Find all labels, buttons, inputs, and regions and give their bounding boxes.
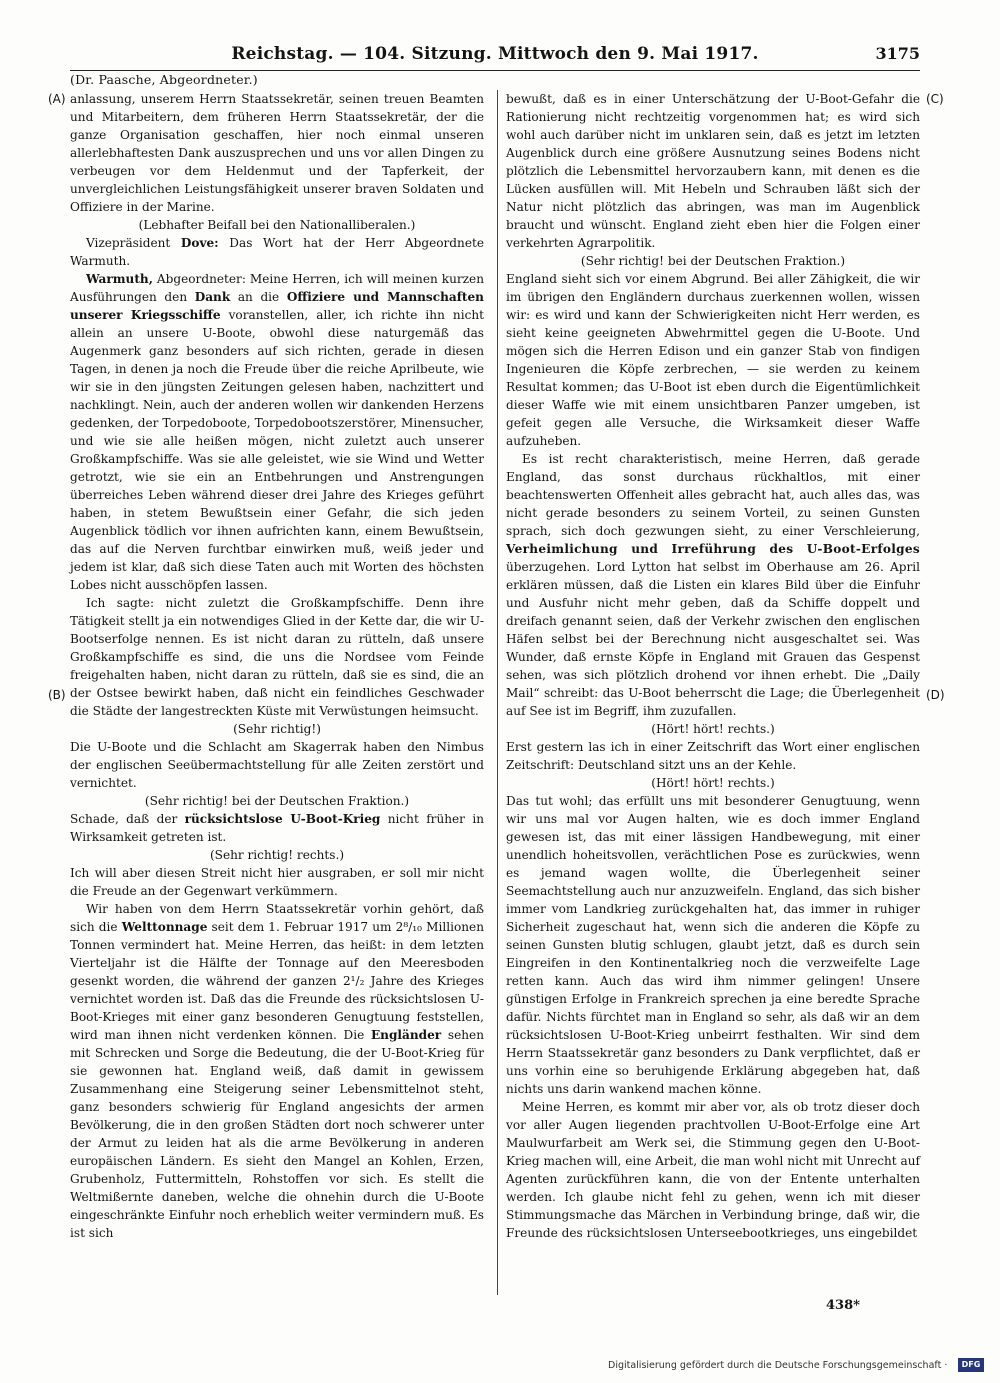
page-header [70,44,920,71]
left-column [70,90,484,1242]
margin-marker-c: (C) [926,92,944,106]
sheet-number: 438* [826,1298,860,1313]
paragraph: Schade, daß der rücksichtslose U-Boot-Krieg nicht früher in Wirksamkeit getreten ist. [70,812,484,844]
audience-reaction: (Sehr richtig! bei der Deutschen Fraktion.) [144,794,410,808]
paragraph: Warmuth, Abgeordneter: Meine Herren, ich will meinen kurzen Ausführungen den Dank an die Offiziere und Mannschaften unserer Kriegsschiffe voranstellen, aller, ich richte ihn nicht allein an unsere U-Boote, obwohl diese naturgemäß das Augenmerk ganz besonders auf sich richten, gerade in diesen Tagen, in denen ja noch die Freude über die reiche Aprilbeute, wie wir sie in den jüngsten Zeitungen gelesen haben, nachzittert und nachklingt. Nein, auch der anderen wollen wir dankenden Herzens gedenken, der Torpedoboote, Torpedobootszerstörer, Minensucher, und wie sie alle heißen mögen, nicht zuletzt auch unserer Großkampfschiffe. Was sie alle geleistet, wie sie Wind und Wetter getrotzt, wie sie ein an Entbehrungen und Anstrengungen überreiches Leben während dieser drei Jahre des Krieges geführt haben, in stetem Bewußtsein einer Gefahr, die sich jeden Augenblick tödlich vor ihnen aufrichten kann, einem Bewußtsein, das auf die Nerven furchtbar einwirken muß, weiß jeder und jedem ist klar, daß sich diese Taten auch mit Worten des höchsten Lobes nicht ausschöpfen lassen. [70,272,484,592]
paragraph: Die U-Boote und die Schlacht am Skagerrak haben den Nimbus der englischen Seeübermachtstellung für alle Zeiten zerstört und vernichtet. [70,740,484,790]
paragraph: Erst gestern las ich in einer Zeitschrift das Wort einer englischen Zeitschrift: Deutschland sitzt uns an der Kehle. [506,740,920,772]
paragraph: bewußt, daß es in einer Unterschätzung der U-Boot-Gefahr die Rationierung nicht rechtzeitig vorgenommen hat; es wird sich wohl auch darüber nicht im unklaren sein, daß es jetzt im letzten Augenblick durch eine größere Ausnutzung seines Bodens nicht plötzlich die Lebensmittel hervorzaubern kann, mit denen es die Lücken ausfüllen will. Mit Hebeln und Schrauben läßt sich der Natur nicht plötzlich das abringen, was man im Augenblick braucht und wünscht. England zieht eben hier die Folgen einer verkehrten Agrarpolitik. [506,92,920,250]
audience-reaction: (Sehr richtig!) [233,722,321,736]
audience-reaction: (Sehr richtig! rechts.) [209,848,345,862]
page-number: 3175 [875,44,920,63]
margin-marker-a: (A) [48,92,66,106]
audience-reaction: (Hört! hört! rechts.) [651,776,775,790]
audience-reaction: (Sehr richtig! bei der Deutschen Fraktion.) [580,254,846,268]
column-divider [497,90,498,1295]
paragraph: Es ist recht charakteristisch, meine Herren, daß gerade England, das sonst durchaus rückhaltlos, mit einer beachtenswerten Offenheit alles gebracht hat, auch alles das, was nicht gerade besonders zu seinem Vorteil, zu seinen Gunsten sprach, sich doch gezwungen sieht, zu einer Verschleierung, Verheimlichung und Irreführung des U-Boot-Erfolges überzugehen. Lord Lytton hat selbst im Oberhause am 26. April erklären müssen, daß die Listen ein klares Bild über die Einfuhr und Ausfuhr nicht mehr geben, daß da Schiffe doppelt und dreifach genannt seien, daß der Verkehr zwischen den englischen Häfen selbst bei der Berechnung nicht ausgeschaltet sei. Was Wunder, daß ernste Köpfe in England mit Grauen das Gespenst sehen, was sich plötzlich drohend vor ihnen erhebt. Die „Daily Mail“ schreibt: das U-Boot beherrscht die Lage; die Überlegenheit auf See ist im Begriff, ihm zuzufallen. [506,452,920,718]
right-column [506,90,920,1242]
speaker-name: Warmuth, [86,272,153,286]
paragraph: Wir haben von dem Herrn Staatssekretär vorhin gehört, daß sich die Welttonnage seit dem 1. Februar 1917 um 2⁸/₁₀ Millionen Tonnen vermindert hat. Meine Herren, das heißt: in dem letzten Vierteljahr ist die Hälfte der Tonnage auf den Meeresboden gesenkt worden, die während der ganzen 2¹/₂ Jahre des Krieges vernichtet worden ist. Daß das die Freunde des rücksichtslosen U-Boot-Krieges mit einer ganz besonderen Genugtuung feststellen, wird man ihnen nicht verdenken können. Die Engländer sehen mit Schrecken und Sorge die Bedeutung, die der U-Boot-Krieg für sie gewonnen hat. England weiß, daß damit in gewissem Zusammenhang eine Steigerung seiner Lebensmittelnot steht, ganz besonders schwierig für England angesichts der armen Bevölkerung, die in den großen Städten dort noch schwerer unter der Armut zu leiden hat als die arme Bevölkerung in anderen europäischen Ländern. Es sieht den Mangel an Kohlen, Erzen, Grubenholz, Futtermitteln, Rohstoffen vor sich. Es stellt die Weltmißernte daneben, welche die ohnehin durch die U-Boote eingeschränkte Einfuhr noch erheblich weiter vermindern muß. Es ist sich [70,902,484,1240]
dfg-logo: DFG [958,1358,984,1372]
audience-reaction: (Lebhafter Beifall bei den Nationalliberalen.) [138,218,416,232]
digitization-credit: Digitalisierung gefördert durch die Deutsche Forschungsgemeinschaft · [608,1360,948,1371]
paragraph: England sieht sich vor einem Abgrund. Bei aller Zähigkeit, die wir im übrigen den Engländern durchaus zuerkennen wollen, wissen wir: es wird und kann der Schwierigkeiten nicht Herr werden, es sieht keine geeigneten Abwehrmittel gegen die U-Boote. Und mögen sich die Herren Edison und ein ganzer Stab von findigen Ingenieuren die Köpfe zerbrechen, — sie werden zu keinem Resultat kommen; das U-Boot ist eben durch die Eigentümlichkeit dieser Waffe wie mit einem unsichtbaren Panzer umgeben, ist gefeit gegen alle Versuche, die Wirksamkeit dieser Waffe aufzuheben. [506,272,920,448]
paragraph: Vizepräsident Dove: Das Wort hat der Herr Abgeordnete Warmuth. [70,236,484,268]
paragraph: anlassung, unserem Herrn Staatssekretär, seinen treuen Beamten und Mitarbeitern, dem früheren Herrn Staatssekretär, der die ganze Organisation geschaffen, hier noch einmal unseren allerlebhaftesten Dank auszusprechen und uns vor allen Dingen zu verbeugen vor dem Heldenmut und der Tapferkeit, der unvergleichlichen Leistungsfähigkeit unserer braven Soldaten und Offiziere in der Marine. [70,92,484,214]
speaker-continuation: (Dr. Paasche, Abgeordneter.) [70,72,258,87]
speaker-name: Dove: [180,236,219,250]
audience-reaction: (Hört! hört! rechts.) [651,722,775,736]
paragraph: Ich sagte: nicht zuletzt die Großkampfschiffe. Denn ihre Tätigkeit stellt ja ein notwendiges Glied in der Kette dar, die wir U-Bootserfolge nennen. Es ist nicht daran zu rütteln, daß unsere Großkampfschiffe es sind, die uns die Nordsee vom Feinde freigehalten haben, nicht daran zu rütteln, daß sie es sind, die an der Ostsee bewirkt haben, daß nicht ein feindliches Geschwader die Städte der langestreckten Küste mit Verwüstungen heimsucht. [70,596,484,718]
margin-marker-b: (B) [48,688,66,702]
page-title: Reichstag. — 104. Sitzung. Mittwoch den 9. Mai 1917. [231,44,759,64]
paragraph: Meine Herren, es kommt mir aber vor, als ob trotz dieser doch vor aller Augen liegenden prachtvollen U-Boot-Erfolge eine Art Maulwurfarbeit am Werk sei, die Stimmung gegen den U-Boot-Krieg machen will, eine Arbeit, die man wohl nicht mit Unrecht auf Agenten zurückführen kann, die von der Entente unterhalten werden. Ich glaube nicht fehl zu gehen, wenn ich mit dieser Stimmungsmache das Märchen in Verbindung bringe, daß wir, die Freunde des rücksichtslosen Unterseebootkrieges, uns eingebildet [506,1100,920,1240]
paragraph: Das tut wohl; das erfüllt uns mit besonderer Genugtuung, wenn wir uns mal vor Augen halten, wie es doch immer England gewesen ist, das mit einer lässigen Handbewegung, mit einer unendlich hoheitsvollen, verächtlichen Pose es zurückwies, wenn es jemand wagen wollte, die Überlegenheit seiner Seemachtstellung auch nur anzuzweifeln. England, das sich bisher immer vom Landkrieg zurückgehalten hat, das immer in ruhiger Sicherheit zugeschaut hat, wenn sich die anderen die Köpfe zu seinen Gunsten blutig schlugen, glaubt jetzt, daß es durch sein Eingreifen in den Kontinentalkrieg noch die verzweifelte Lage retten kann. Auch das wird ihm nimmer gelingen! Unsere günstigen Erfolge in Frankreich sprechen ja eine beredte Sprache dafür. Nichts fürchtet man in England so sehr, als daß wir an dem rücksichtslosen U-Boot-Krieg unbeirrt festhalten. Wir sind dem Herrn Staatssekretär ganz besonders zu Dank verpflichtet, daß er uns vorhin eine so beruhigende Erklärung abgegeben hat, daß nichts uns darin wankend machen könne. [506,794,920,1096]
paragraph: Ich will aber diesen Streit nicht hier ausgraben, er soll mir nicht die Freude an der Gegenwart verkümmern. [70,866,484,898]
margin-marker-d: (D) [926,688,945,702]
